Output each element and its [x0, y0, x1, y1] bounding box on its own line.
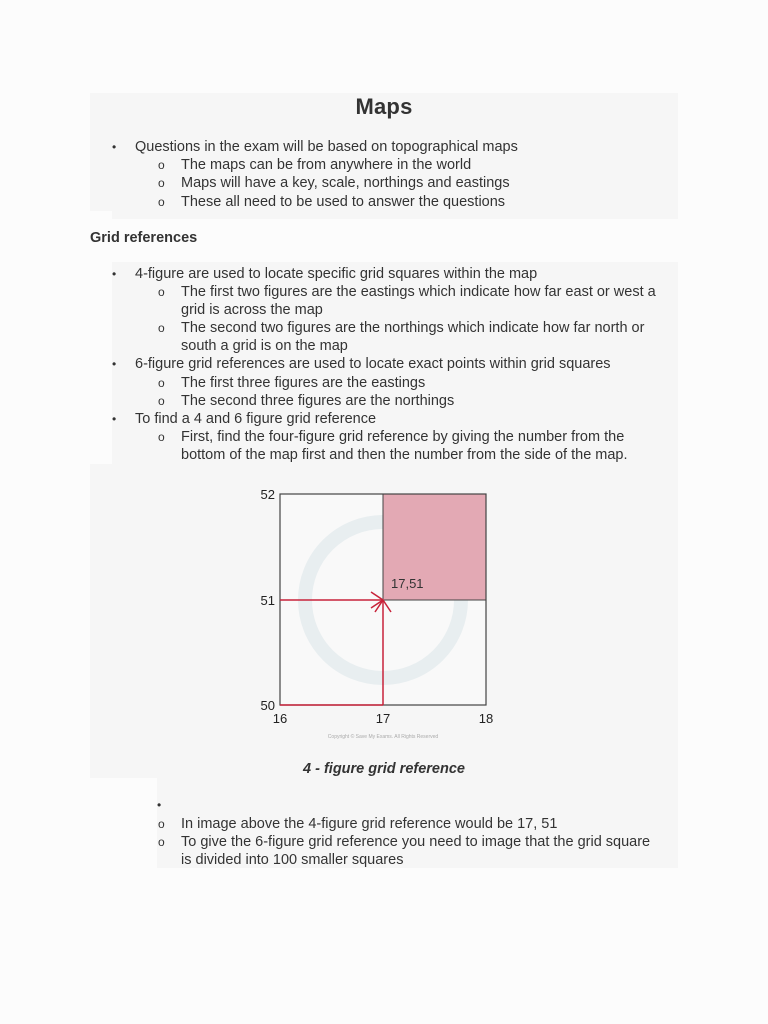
- y-tick-label: 52: [260, 487, 275, 502]
- sub-bullet-marker: o: [158, 835, 165, 849]
- sub-bullet-marker: o: [158, 195, 165, 209]
- x-tick-label: 16: [272, 711, 288, 726]
- sub-list-item: The second two figures are the northings which indicate how far north or: [181, 320, 645, 336]
- sub-list-item-cont: bottom of the map first and then the number from the side of the map.: [181, 447, 628, 463]
- bullet-marker: •: [157, 798, 162, 812]
- sub-list-item: First, find the four-figure grid reference by giving the number from the: [181, 429, 625, 445]
- sub-list-item-cont: south a grid is on the map: [181, 338, 348, 354]
- grid-reference-diagram: [250, 480, 510, 742]
- x-tick-label: 18: [478, 711, 494, 726]
- sub-list-item: The second three figures are the northings: [181, 393, 455, 409]
- sub-list-item: To give the 6-figure grid reference you need to image that the grid square: [181, 834, 651, 850]
- sub-bullet-marker: o: [158, 817, 165, 831]
- sub-bullet-marker: o: [158, 394, 165, 408]
- bullet-marker: •: [112, 357, 117, 371]
- section-heading: Grid references: [90, 230, 198, 246]
- sub-list-item: The first three figures are the eastings: [181, 375, 426, 391]
- sub-list-item: Maps will have a key, scale, northings and eastings: [181, 175, 510, 191]
- sub-list-item: The first two figures are the eastings which indicate how far east or west a: [181, 284, 656, 300]
- list-item: 6-figure grid references are used to locate exact points within grid squares: [135, 356, 611, 372]
- bullet-marker: •: [112, 267, 117, 281]
- sub-bullet-marker: o: [158, 321, 165, 335]
- copyright-notice: Copyright © Save My Exams. All Rights Reserved: [327, 734, 439, 740]
- point-label: 17,51: [391, 576, 424, 591]
- list-item: Questions in the exam will be based on topographical maps: [135, 139, 518, 155]
- bullet-marker: •: [112, 412, 117, 426]
- sub-bullet-marker: o: [158, 430, 165, 444]
- x-tick-label: 17: [375, 711, 391, 726]
- sub-list-item-cont: is divided into 100 smaller squares: [181, 852, 404, 868]
- y-tick-label: 50: [260, 698, 275, 713]
- sub-bullet-marker: o: [158, 158, 165, 172]
- figure-caption: 4 - figure grid reference: [303, 761, 465, 777]
- sub-list-item: In image above the 4-figure grid reference would be 17, 51: [181, 816, 558, 832]
- sub-list-item: The maps can be from anywhere in the world: [181, 157, 472, 173]
- bullet-marker: •: [112, 140, 117, 154]
- y-tick-label: 51: [260, 593, 275, 608]
- sub-bullet-marker: o: [158, 285, 165, 299]
- page-title: Maps: [355, 94, 413, 119]
- sub-bullet-marker: o: [158, 176, 165, 190]
- list-item: 4-figure are used to locate specific grid squares within the map: [135, 266, 538, 282]
- sub-list-item-cont: grid is across the map: [181, 302, 323, 318]
- list-item: To find a 4 and 6 figure grid reference: [135, 411, 377, 427]
- sub-list-item: These all need to be used to answer the questions: [181, 194, 506, 210]
- sub-bullet-marker: o: [158, 376, 165, 390]
